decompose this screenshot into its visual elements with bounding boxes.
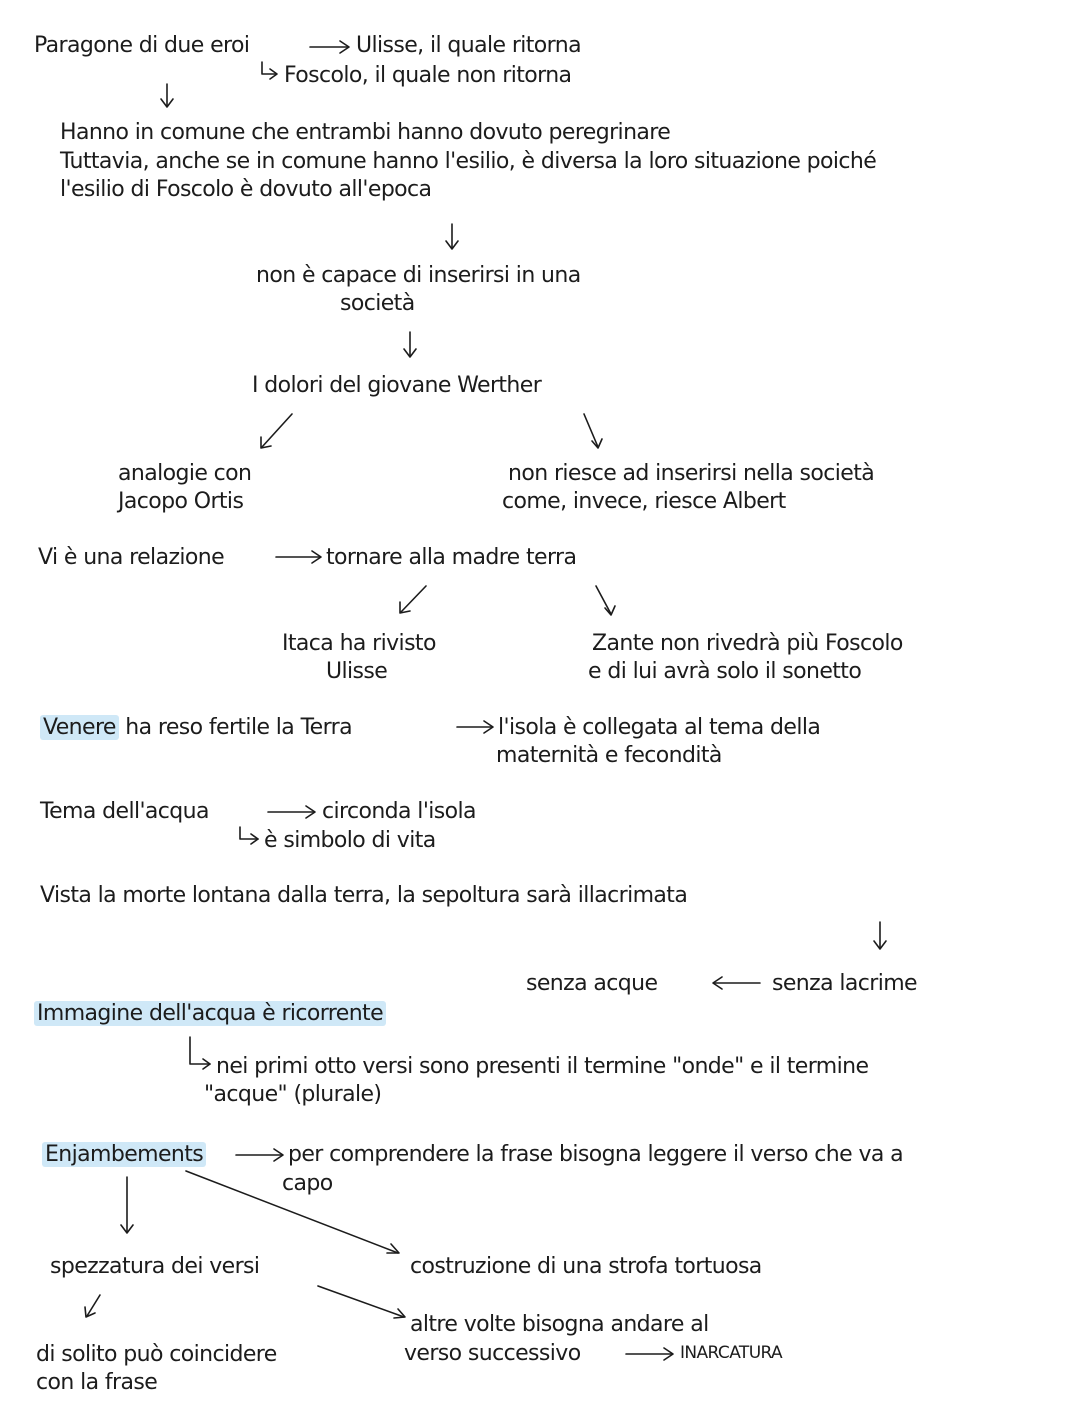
societa-line-1: non è capace di inserirsi in una — [256, 263, 581, 288]
senza-lacrime: senza lacrime — [772, 971, 917, 996]
itaca-line-1: Itaca ha rivisto — [282, 631, 436, 656]
senza-acque: senza acque — [526, 971, 658, 996]
non-riesce-line-2: come, invece, riesce Albert — [502, 489, 786, 514]
analogie-line-2: Jacopo Ortis — [118, 489, 244, 514]
morte-line: Vista la morte lontana dalla terra, la sepoltura sarà illacrimata — [40, 883, 688, 908]
solito-line-2: con la frase — [36, 1370, 158, 1395]
enjambements-highlight: Enjambements — [42, 1142, 206, 1167]
altre-volte-line-1: altre volte bisogna andare al — [410, 1312, 709, 1337]
esilio-line-2: Tuttavia, anche se in comune hanno l'esilio, è diversa la loro situazione poiché — [60, 149, 877, 174]
itaca-line-2: Ulisse — [326, 659, 388, 684]
paragone-title: Paragone di due eroi — [34, 33, 250, 58]
esilio-line-1: Hanno in comune che entrambi hanno dovuto peregrinare — [60, 120, 671, 145]
acqua-title: Tema dell'acqua — [40, 799, 209, 824]
arrow-to-analogie — [262, 414, 292, 447]
costruzione: costruzione di una strofa tortuosa — [410, 1254, 762, 1279]
enjambements-title — [42, 1143, 206, 1166]
comprendere-line-1: per comprendere la frase bisogna leggere il verso che va a — [288, 1142, 904, 1167]
solito-line-1: di solito può coincidere — [36, 1342, 277, 1367]
societa-line-2: società — [340, 291, 415, 316]
arrow-to-altre-volte — [318, 1286, 404, 1317]
isola-line-2: maternità e fecondità — [496, 743, 722, 768]
zante-line-2: e di lui avrà solo il sonetto — [588, 659, 862, 684]
venere-line — [40, 716, 352, 739]
altre-volte-line-2: verso successivo — [404, 1341, 581, 1366]
inarcatura: INARCATURA — [680, 1343, 783, 1363]
immagine-line-2: "acque" (plurale) — [204, 1082, 382, 1107]
immagine-line-1: nei primi otto versi sono presenti il termine "onde" e il termine — [216, 1054, 869, 1079]
esilio-line-3: l'esilio di Foscolo è dovuto all'epoca — [60, 177, 432, 202]
venere-highlight: Venere — [40, 715, 119, 740]
acqua-circonda: circonda l'isola — [322, 799, 476, 824]
relazione-left: Vi è una relazione — [38, 545, 225, 570]
acqua-simbolo: è simbolo di vita — [264, 828, 436, 853]
paragone-ulisse: Ulisse, il quale ritorna — [356, 33, 581, 58]
relazione-right: tornare alla madre terra — [326, 545, 577, 570]
arrow-to-primi-versi — [190, 1037, 210, 1064]
comprendere-line-2: capo — [282, 1171, 333, 1196]
werther-title: I dolori del giovane Werther — [252, 373, 542, 398]
arrow-to-non-riesce — [584, 414, 598, 447]
immagine-title — [34, 1002, 386, 1025]
zante-line-1: Zante non rivedrà più Foscolo — [592, 631, 903, 656]
analogie-line-1: analogie con — [118, 461, 252, 486]
arrow-to-itaca — [401, 586, 426, 612]
immagine-highlight: Immagine dell'acqua è ricorrente — [34, 1001, 386, 1026]
paragone-foscolo: Foscolo, il quale non ritorna — [284, 63, 572, 88]
arrow-to-zante — [596, 586, 611, 614]
venere-rest: ha reso fertile la Terra — [118, 715, 352, 740]
non-riesce-line-1: non riesce ad inserirsi nella società — [508, 461, 875, 486]
spezzatura: spezzatura dei versi — [50, 1254, 260, 1279]
isola-line-1: l'isola è collegata al tema della — [498, 715, 821, 740]
